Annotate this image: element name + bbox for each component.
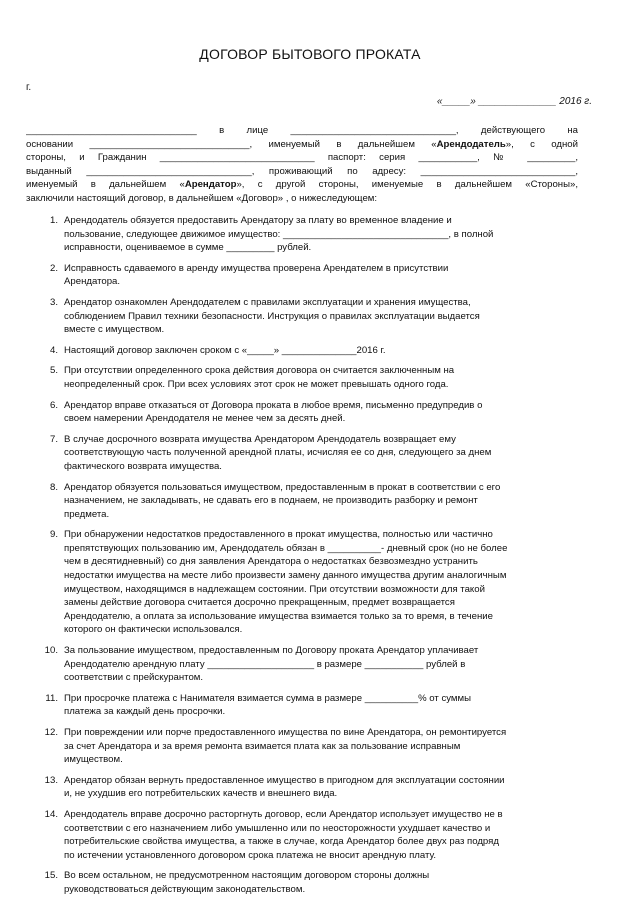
clause-text-line: При отсутствии определенного срока действия договора он считается заключенным на [64,365,455,377]
clause-number: 3. [49,296,58,308]
clause-text-line: предмета. [64,508,110,520]
clause-number: 7. [49,433,58,445]
clause-text-line: которого он фактически использовался. [64,624,243,636]
document-title: ДОГОВОР БЫТОВОГО ПРОКАТА [199,46,421,62]
clause-text-line: руководствоваться действующим законодательством. [64,883,306,895]
preamble-text: », с другой стороны, именуемые в дальнейшем «Стороны», [236,179,578,191]
clause-text-line: Во всем остальном, не предусмотренном настоящим договором стороны должны [64,870,430,882]
preamble-text: именуемый в дальнейшем « [26,179,185,191]
clause-text-line: При повреждении или порче предоставленного имущества по вине Арендатора, он ремонтируется [64,727,507,738]
clause-text-line: потребительские свойства имущества, а также в случае, когда Арендатор более двух раз подряд [64,836,499,848]
clause-number: 14. [44,808,58,820]
clause-text-line: имуществом. [64,754,123,766]
clause-text-line: В случае досрочного возврата имущества Арендатором Арендодатель возвращает ему [64,433,456,445]
clause-number: 6. [49,399,58,411]
clause-number: 8. [49,481,58,493]
clause-text-line: Арендатор обязуется пользоваться имуществом, предоставленным в прокат в соответствии с его [64,481,501,493]
date-line: «_____» ______________ 2016 г. [436,96,592,107]
preamble-text: », с одной [505,138,578,150]
preamble-line: ________________________________ в лице _______________________________, действующего на [26,125,578,136]
clause-number: 2. [49,262,58,274]
clause-text-line: замены действие договора считается досрочно прекращенным, предмет возвращается [64,597,455,609]
clause-number: 12. [44,727,58,738]
clause-text-line: Арендодатель вправе досрочно расторгнуть договор, если Арендатор использует имущество не в [64,808,503,820]
clause-text-line: вместе с имуществом. [64,324,165,336]
clause-text-line: При обнаружении недостатков предоставленного в прокат имущества, полностью или частично [64,529,493,541]
clause-number: 4. [49,344,58,356]
clause-item [26,344,592,358]
clause-item [26,399,592,426]
clause-number: 11. [45,692,58,704]
clause-text-line: исправности, оцениваемое в сумме _________ рублей. [64,242,312,254]
clause-item [26,869,592,896]
clause-number: 13. [44,774,58,786]
clause-text-line: неопределенный срок. При всех условиях этот срок не может превышать одного года. [64,378,449,390]
preamble-line [26,178,578,192]
clause-text-line: Арендатор вправе отказаться от Договора проката в любое время, письменно предупредив о [64,399,483,411]
clause-text-line: за счет Арендатора и за время ремонта взимается плата как за пользование исправным [64,740,461,752]
clause-item [26,808,592,862]
clause-text-line: платежа за каждый день просрочки. [64,706,226,718]
preamble-line: выданный _______________________________, проживающий по адресу: _____________________________, [26,165,578,177]
clause-item [26,214,592,255]
clause-item [26,774,592,801]
clause-text-line: препятствующих пользованию им, Арендодатель обязан в __________- дневный срок (но не более [64,542,508,554]
clause-item [26,481,592,522]
clause-text-line: Арендодателю, а оплата за использование имущества взимается только за то время, в течение [64,610,493,622]
clause-text-line: Исправность сдаваемого в аренду имущества проверена Арендателем в присутствии [64,262,449,274]
clause-number: 15. [44,870,58,882]
clause-text-line: За пользование имуществом, предоставленным по Договору проката Арендатор уплачивает [64,645,479,657]
city-label: г. [26,82,32,93]
clause-item [26,364,592,391]
clause-item [26,692,592,719]
preamble [26,124,578,206]
clause-number: 1. [49,215,58,226]
clause-text-line: имуществом, находящимся в надлежащем состоянии. При отсутствии возможности для такой [64,583,485,595]
clause-text-line: фактического возврата имущества. [64,460,222,472]
preamble-line: заключили настоящий договор, в дальнейшем «Договор» , о нижеследующем: [26,192,378,204]
clause-item [26,726,592,767]
clause-text-line: соответствии с его назначением либо умышленно или по неосторожности ухудшает качество и [64,822,491,834]
landlord-term: Арендодатель [436,138,506,150]
clauses-list [26,214,592,904]
tenant-term: Арендатор [184,179,237,191]
clause-text-line: недостатки имущества на месте либо произвести замену данного имущества другим аналогичным [64,570,507,582]
clause-text-line: соблюдением Правил техники безопасности. Инструкция о правилах эксплуатации выдается [64,310,480,322]
preamble-text: основании ______________________________, именуемый в дальнейшем « [26,138,437,150]
clause-text-line: Арендатор ознакомлен Арендодателем с правилами эксплуатации и хранения имущества, [64,296,471,308]
clause-text-line: Арендатор обязан вернуть предоставленное имущество в пригодном для эксплуатации состоянии [64,774,505,786]
clause-number: 5. [49,365,58,377]
clause-text-line: Арендодателю арендную плату ____________________ в размере ___________ рублей в [64,658,466,670]
clause-text-line: соответствии с прейскурантом. [64,672,204,684]
clause-number: 10. [44,645,58,657]
clause-text-line: по истечении установленного договором срока платежа не вносит арендную плату. [64,849,437,861]
clause-item [26,644,592,685]
clause-text-line: Арендатора. [64,276,121,288]
clause-number: 9. [49,529,58,541]
clause-text-line: своем намерении Арендодателя не менее чем за десять дней. [64,413,346,425]
preamble-line: стороны, и Гражданин _____________________________ паспорт: серия ___________, № _________, [26,152,578,164]
clause-text-line: назначением, не закладывать, не сдавать его в поднаем, не производить разборку и ремонт [64,495,478,507]
preamble-line [26,138,578,152]
clause-text-line: чем в десятидневный) со дня заявления Арендатора о недостатках безвозмездно устранить [64,556,478,568]
clause-item [26,296,592,337]
clause-text-line: Арендодатель обязуется предоставить Арендатору за плату во временное владение и [64,215,452,226]
clause-item [26,433,592,474]
clause-item [26,262,592,289]
clause-text-line: соответствующую часть полученной арендной платы, исчисляя ее со дня, следующего за днем [64,447,492,459]
clause-text-line: пользование, следующее движимое имущество: _______________________________, в полной [64,228,494,240]
clause-item [26,528,592,637]
clause-text-line: Настоящий договор заключен сроком с «_____» ______________2016 г. [64,344,386,356]
clause-text-line: При просрочке платежа с Нанимателя взимается сумма в размере __________% от суммы [64,692,472,704]
clause-text-line: и, не ухудшив его потребительских качеств и внешнего вида. [64,788,338,800]
